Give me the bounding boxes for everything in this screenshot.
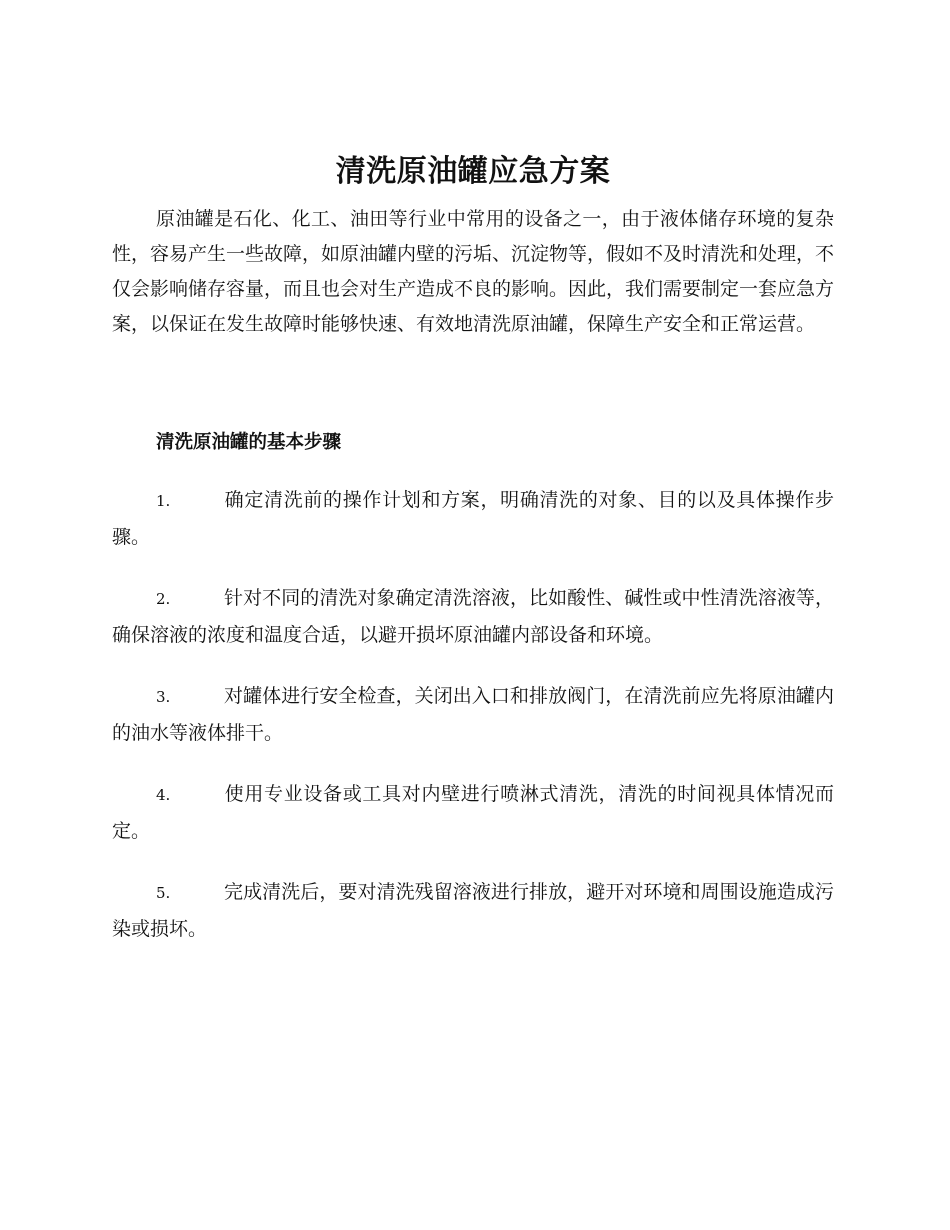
steps-list (112, 482, 834, 972)
step-item-5 (112, 874, 834, 947)
step-text: 完成清洗后，要对清洗残留溶液进行排放，避开对环境和周围设施造成污染或损坏。 (112, 881, 834, 940)
step-text: 使用专业设备或工具对内壁进行喷淋式清洗，清洗的时间视具体情况而定。 (112, 783, 834, 842)
step-item-1 (112, 482, 834, 555)
step-item-4 (112, 776, 834, 849)
step-number: 4. (156, 786, 171, 804)
section-heading: 清洗原油罐的基本步骤 (156, 432, 342, 453)
document-title: 清洗原油罐应急方案 (335, 154, 611, 189)
step-number: 5. (156, 884, 171, 902)
step-number: 1. (156, 492, 171, 510)
step-text: 针对不同的清洗对象确定清洗溶液，比如酸性、碱性或中性清洗溶液等，确保溶液的浓度和温度合适，以避开损坏原油罐内部设备和环境。 (112, 587, 834, 646)
step-number: 2. (156, 590, 171, 608)
step-number: 3. (156, 688, 171, 706)
step-text: 确定清洗前的操作计划和方案，明确清洗的对象、目的以及具体操作步骤。 (112, 489, 834, 548)
step-item-2 (112, 580, 834, 653)
step-item-3 (112, 678, 834, 751)
intro-paragraph: 原油罐是石化、化工、油田等行业中常用的设备之一，由于液体储存环境的复杂性，容易产生一些故障，如原油罐内壁的污垢、沉淀物等，假如不及时清洗和处理，不仅会影响储存容量，而且也会对生产造成不良的影响。因此，我们需要制定一套应急方案，以保证在发生故障时能够快速、有效地清洗原油罐，保障生产安全和正常运营。 (112, 208, 835, 335)
step-text: 对罐体进行安全检查，关闭出入口和排放阀门，在清洗前应先将原油罐内的油水等液体排干。 (112, 685, 834, 744)
